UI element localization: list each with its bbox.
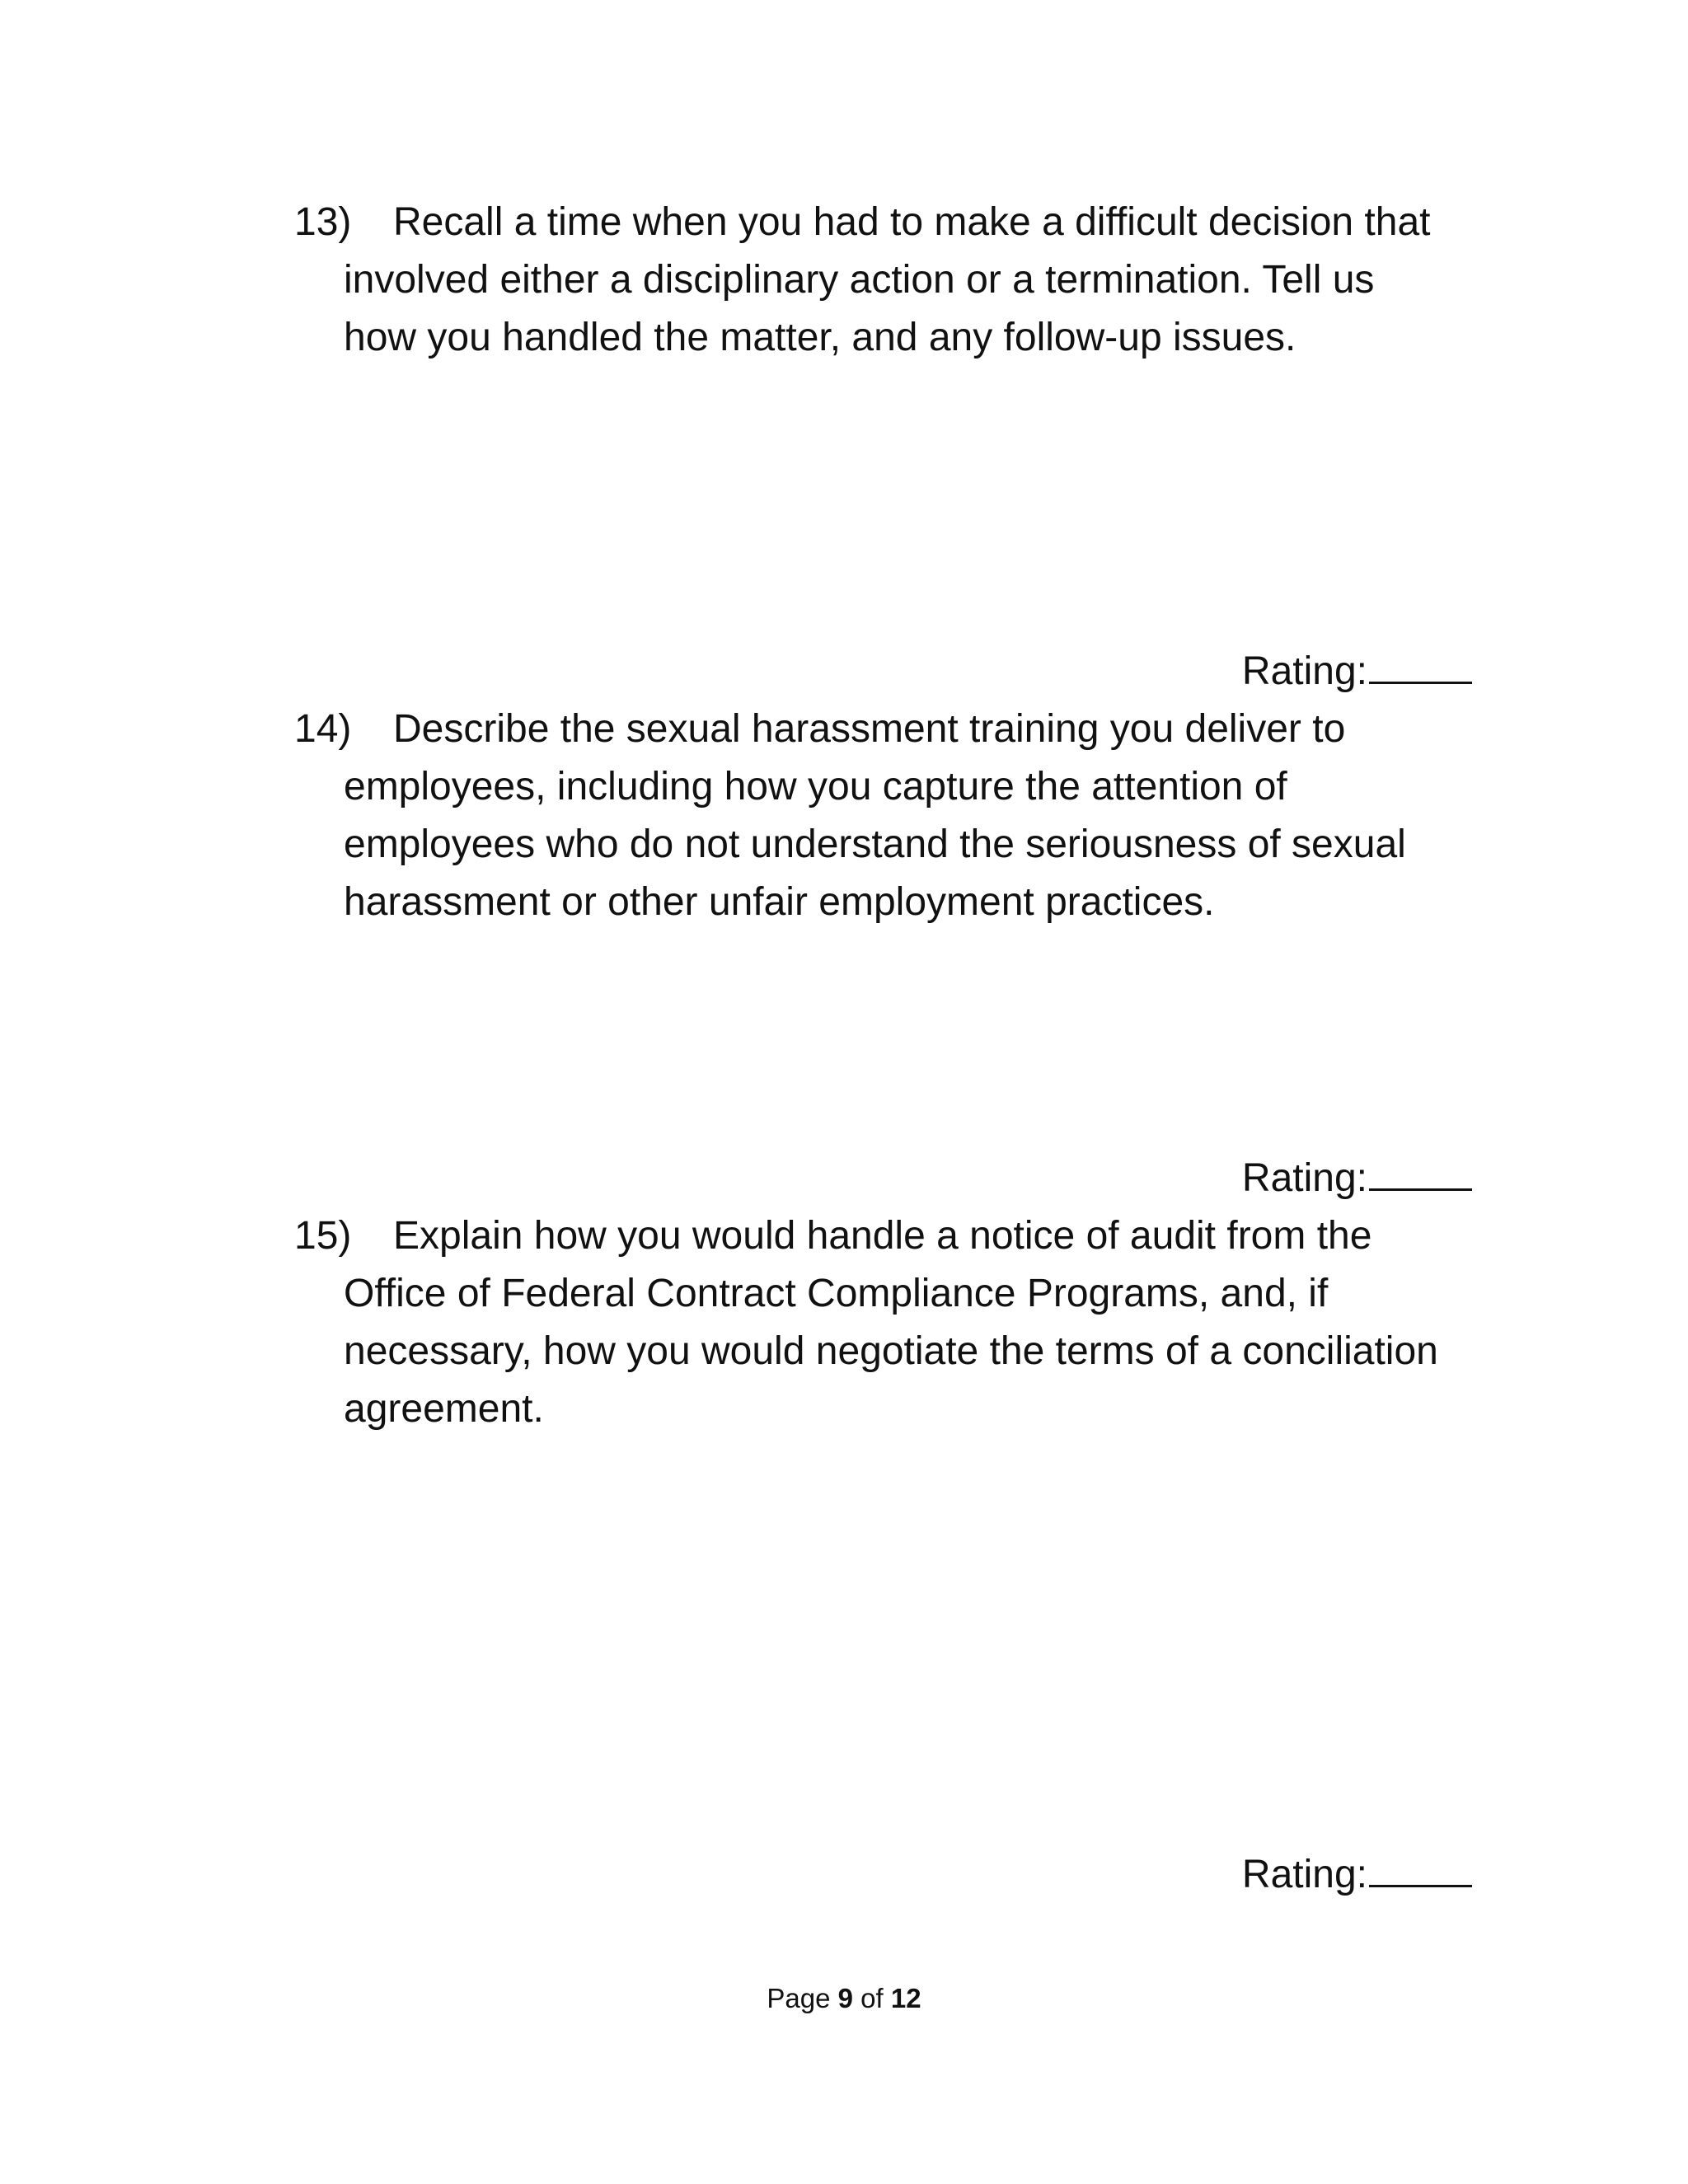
question-text-line: Explain how you would handle a notice of audit from the (393, 1214, 1372, 1258)
question-text-line: Describe the sexual harassment training you deliver to (393, 707, 1346, 751)
footer-current-page: 9 (837, 1983, 853, 2013)
question-text-line: how you handled the matter, and any follow-up issues. (344, 316, 1296, 359)
question-text-line: involved either a disciplinary action or a termination. Tell us (344, 258, 1375, 302)
question-15 (294, 1207, 1481, 1438)
footer-page-word: Page (767, 1983, 831, 2013)
footer-total-pages: 12 (890, 1983, 921, 2013)
question-number: 13) (294, 200, 352, 244)
question-text-line: harassment or other unfair employment practices. (344, 880, 1215, 924)
rating-label: Rating: (1241, 649, 1367, 693)
rating-blank-line[interactable] (1369, 1852, 1472, 1887)
question-14 (294, 701, 1481, 931)
rating-14 (1242, 1150, 1472, 1207)
rating-label: Rating: (1241, 1156, 1367, 1200)
rating-13 (1242, 643, 1472, 701)
question-text-line: employees, including how you capture the attention of (344, 765, 1287, 808)
rating-label: Rating: (1241, 1853, 1367, 1896)
question-number: 15) (294, 1214, 352, 1258)
rating-blank-line[interactable] (1369, 649, 1472, 684)
rating-15 (1242, 1846, 1472, 1904)
question-text-line: Office of Federal Contract Compliance Programs, and, if (344, 1272, 1329, 1315)
rating-blank-line[interactable] (1369, 1155, 1472, 1191)
footer-of-word: of (860, 1983, 884, 2013)
page-footer (0, 1982, 1688, 2015)
question-text-line: Recall a time when you had to make a difficult decision that (393, 200, 1431, 244)
question-number: 14) (294, 707, 352, 751)
question-text-line: necessary, how you would negotiate the terms of a conciliation (344, 1329, 1438, 1373)
question-text-line: agreement. (344, 1387, 544, 1431)
question-text-line: employees who do not understand the seriousness of sexual (344, 823, 1406, 866)
question-13 (294, 194, 1481, 367)
